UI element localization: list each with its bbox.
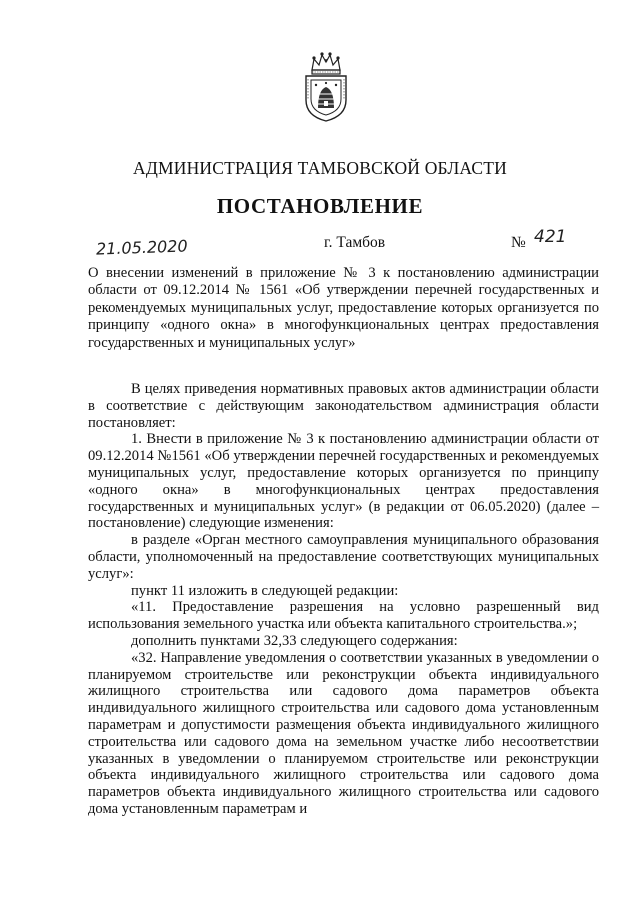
document-subject: О внесении изменений в приложение № 3 к постановлению администрации области от 09.12.2014 № 1561 «Об утверждении перечней государственных и рекомендуемых муниципальных услуг, предоставление которых организуется по принципу «одного окна» в многофункциональных центрах предоставления государственных и муниципальных услуг» bbox=[88, 265, 599, 351]
paragraph-preamble: В целях приведения нормативных правовых актов администрации области в соответствие с действующим законодательством администрация области постановляет: bbox=[88, 381, 599, 431]
number-sign: № bbox=[511, 234, 526, 251]
paragraph-item-32: «32. Направление уведомления о соответствии указанных в уведомлении о планируемом строительстве или реконструкции объекта индивидуального жилищного строительства или садового дома параметров объекта индивидуального жилищного строительства или садового дома установленным параметрам и допустимости размещения объекта индивидуального жилищного строительства или садового дома на земельном участке либо несоответствии указанных в уведомлении о планируемом строительстве или реконструкции объекта индивидуального жилищного строительства или садового дома параметров объекта индивидуального жилищного строительства или садового дома установленным параметрам и bbox=[88, 649, 599, 817]
document-city: г. Тамбов bbox=[324, 234, 386, 251]
document-number: 421 bbox=[534, 227, 567, 247]
document-date: 21.05.2020 bbox=[95, 236, 188, 259]
organization-name: АДМИНИСТРАЦИЯ ТАМБОВСКОЙ ОБЛАСТИ bbox=[133, 158, 507, 178]
document-type: ПОСТАНОВЛЕНИЕ bbox=[216, 194, 424, 218]
paragraph-item-11: «11. Предоставление разрешения на условно разрешенный вид использования земельного участка или объекта капитального строительства.»; bbox=[88, 599, 599, 633]
document-body bbox=[88, 381, 599, 818]
paragraph-add-items: дополнить пунктами 32,33 следующего содержания: bbox=[131, 632, 458, 649]
coat-of-arms-icon bbox=[303, 50, 349, 122]
paragraph-section: в разделе «Орган местного самоуправления муниципального образования области, уполномоченный на предоставление соответствующих муниципальных услуг»: bbox=[88, 532, 599, 582]
paragraph-item-11-intro: пункт 11 изложить в следующей редакции: bbox=[131, 582, 399, 599]
paragraph-item-1: 1. Внести в приложение № 3 к постановлению администрации области от 09.12.2014 №1561 «Об утверждении перечней государственных и рекомендуемых муниципальных услуг, предоставление которых организуется по принципу «одного окна» в многофункциональных центрах предоставления государственных и муниципальных услуг» (в редакции от 06.05.2020) (далее – постановление) следующие изменения: bbox=[88, 431, 599, 532]
